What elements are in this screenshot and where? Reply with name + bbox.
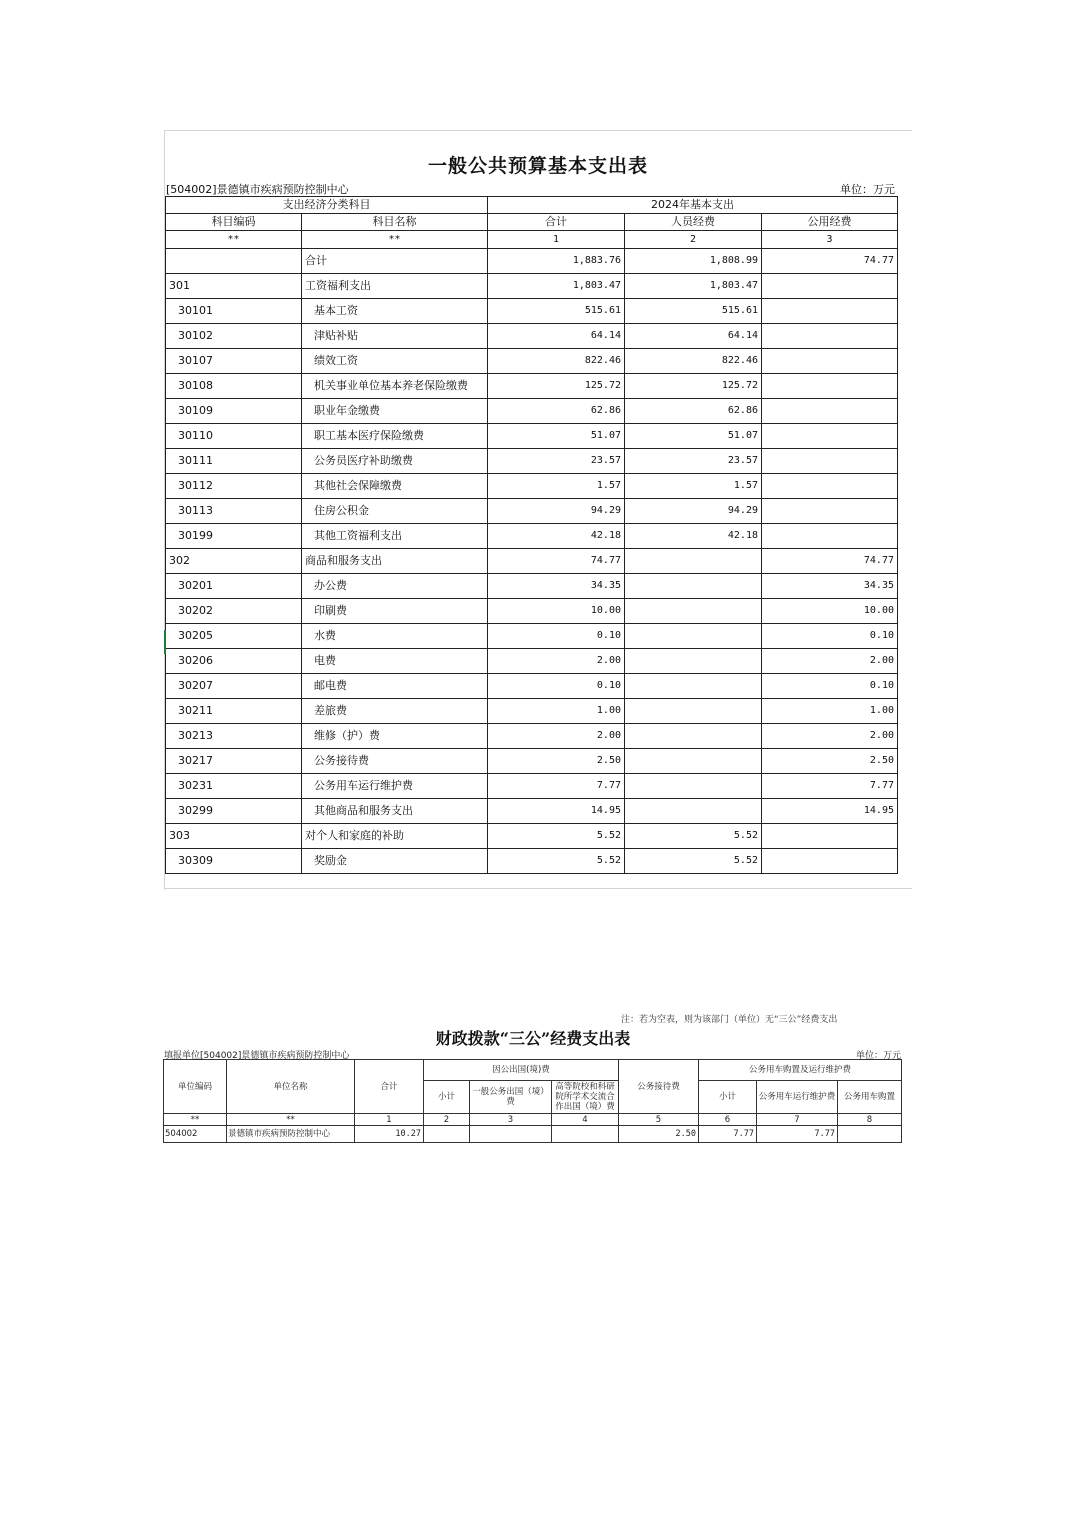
row-code: 30299 — [166, 799, 302, 824]
row-total: 10.00 — [488, 599, 625, 624]
t2-idx: 4 — [552, 1114, 619, 1126]
row-public: 2.00 — [762, 649, 898, 674]
row-name: 商品和服务支出 — [302, 549, 488, 574]
row-personnel — [625, 699, 762, 724]
col-header-name: 科目名称 — [302, 214, 488, 231]
row-name: 电费 — [302, 649, 488, 674]
row-public: 2.00 — [762, 724, 898, 749]
t2-h-total: 合计 — [355, 1060, 424, 1114]
row-code: 30108 — [166, 374, 302, 399]
row-public — [762, 274, 898, 299]
t2-total: 10.27 — [355, 1126, 424, 1143]
row-public: 14.95 — [762, 799, 898, 824]
row-personnel: 1.57 — [625, 474, 762, 499]
row-name: 公务员医疗补助缴费 — [302, 449, 488, 474]
row-code: 302 — [166, 549, 302, 574]
row-total: 5.52 — [488, 824, 625, 849]
row-total: 0.10 — [488, 624, 625, 649]
row-personnel: 515.61 — [625, 299, 762, 324]
table1-row — [166, 649, 898, 674]
row-code: 30111 — [166, 449, 302, 474]
row-code — [166, 249, 302, 274]
row-total: 1,803.47 — [488, 274, 625, 299]
row-public: 0.10 — [762, 674, 898, 699]
table1-row — [166, 524, 898, 549]
row-personnel: 5.52 — [625, 849, 762, 874]
index-3: 3 — [762, 231, 898, 249]
table1-row — [166, 249, 898, 274]
row-name: 津贴补贴 — [302, 324, 488, 349]
row-public: 34.35 — [762, 574, 898, 599]
t2-h-abroad: 因公出国(境)费 — [424, 1060, 619, 1081]
table1-row — [166, 599, 898, 624]
row-total: 51.07 — [488, 424, 625, 449]
t2-idx: 3 — [470, 1114, 552, 1126]
row-name: 职工基本医疗保险缴费 — [302, 424, 488, 449]
t2-idx: 7 — [757, 1114, 838, 1126]
cell-selection-marker — [164, 630, 166, 654]
table1-row — [166, 574, 898, 599]
table1-row — [166, 749, 898, 774]
table1-row — [166, 624, 898, 649]
row-public — [762, 849, 898, 874]
table1-unit: 单位：万元 — [840, 183, 895, 196]
row-name: 基本工资 — [302, 299, 488, 324]
row-name: 工资福利支出 — [302, 274, 488, 299]
table2-note: 注：若为空表，则为该部门（单位）无“三公”经费支出 — [621, 1015, 838, 1025]
table1-row — [166, 724, 898, 749]
row-code: 30101 — [166, 299, 302, 324]
row-code: 30211 — [166, 699, 302, 724]
sheet-border-top — [164, 130, 912, 131]
row-total: 1.57 — [488, 474, 625, 499]
row-total: 5.52 — [488, 849, 625, 874]
table2-title: 财政拨款“三公”经费支出表 — [435, 1029, 631, 1048]
row-total: 1,883.76 — [488, 249, 625, 274]
sheet-border-bottom — [164, 888, 912, 889]
row-name: 公务接待费 — [302, 749, 488, 774]
t2-h-vehicle-sub: 小计 — [699, 1081, 757, 1114]
row-code: 301 — [166, 274, 302, 299]
table1-title: 一般公共预算基本支出表 — [427, 155, 648, 177]
table2-header-row-1 — [164, 1060, 902, 1081]
row-total: 62.86 — [488, 399, 625, 424]
row-personnel — [625, 599, 762, 624]
index-code: ** — [166, 231, 302, 249]
row-personnel — [625, 799, 762, 824]
row-code: 30205 — [166, 624, 302, 649]
row-name: 其他社会保障缴费 — [302, 474, 488, 499]
row-personnel — [625, 549, 762, 574]
row-total: 2.00 — [488, 649, 625, 674]
row-public: 0.10 — [762, 624, 898, 649]
row-personnel: 42.18 — [625, 524, 762, 549]
row-name: 维修（护）费 — [302, 724, 488, 749]
t2-h-unit-code: 单位编码 — [164, 1060, 227, 1114]
t2-abroad-academic — [552, 1126, 619, 1143]
row-total: 34.35 — [488, 574, 625, 599]
row-name: 办公费 — [302, 574, 488, 599]
table1-row — [166, 699, 898, 724]
table2-data-row — [164, 1126, 902, 1143]
row-public: 74.77 — [762, 249, 898, 274]
basic-expenditure-sheet — [164, 130, 912, 890]
table1-row — [166, 674, 898, 699]
table1-group-header-left: 支出经济分类科目 — [166, 197, 488, 214]
table1-index-row — [166, 231, 898, 249]
row-name: 差旅费 — [302, 699, 488, 724]
row-public — [762, 474, 898, 499]
row-total: 2.00 — [488, 724, 625, 749]
row-code: 30201 — [166, 574, 302, 599]
col-header-code: 科目编码 — [166, 214, 302, 231]
row-personnel: 62.86 — [625, 399, 762, 424]
t2-h-abroad-general: 一般公务出国（境）费 — [470, 1081, 552, 1114]
row-personnel: 1,808.99 — [625, 249, 762, 274]
table1-row — [166, 399, 898, 424]
row-personnel — [625, 674, 762, 699]
row-personnel — [625, 624, 762, 649]
table2-unit: 单位：万元 — [855, 1051, 901, 1061]
row-name: 绩效工资 — [302, 349, 488, 374]
row-personnel — [625, 724, 762, 749]
t2-unit-name: 景德镇市疾病预防控制中心 — [227, 1126, 355, 1143]
row-code: 30202 — [166, 599, 302, 624]
row-name: 机关事业单位基本养老保险缴费 — [302, 374, 488, 399]
row-personnel — [625, 574, 762, 599]
col-header-total: 合计 — [488, 214, 625, 231]
row-public: 10.00 — [762, 599, 898, 624]
row-code: 30112 — [166, 474, 302, 499]
t2-idx: 6 — [699, 1114, 757, 1126]
table1-org: [504002]景德镇市疾病预防控制中心 — [166, 183, 349, 196]
row-code: 30109 — [166, 399, 302, 424]
index-name: ** — [302, 231, 488, 249]
t2-h-abroad-sub: 小计 — [424, 1081, 470, 1114]
row-code: 30107 — [166, 349, 302, 374]
row-code: 30213 — [166, 724, 302, 749]
table1-row — [166, 349, 898, 374]
row-personnel: 51.07 — [625, 424, 762, 449]
col-header-personnel: 人员经费 — [625, 214, 762, 231]
row-total: 64.14 — [488, 324, 625, 349]
row-total: 515.61 — [488, 299, 625, 324]
row-name: 水费 — [302, 624, 488, 649]
row-name: 其他商品和服务支出 — [302, 799, 488, 824]
row-code: 30231 — [166, 774, 302, 799]
row-total: 2.50 — [488, 749, 625, 774]
row-code: 30309 — [166, 849, 302, 874]
row-name: 其他工资福利支出 — [302, 524, 488, 549]
row-total: 7.77 — [488, 774, 625, 799]
table1-column-header-row — [166, 214, 898, 231]
table1-row — [166, 424, 898, 449]
t2-abroad-sub — [424, 1126, 470, 1143]
t2-idx: 2 — [424, 1114, 470, 1126]
index-1: 1 — [488, 231, 625, 249]
row-personnel: 23.57 — [625, 449, 762, 474]
t2-idx: 1 — [355, 1114, 424, 1126]
table1-body — [166, 249, 898, 874]
row-public — [762, 499, 898, 524]
basic-expenditure-table — [165, 196, 898, 874]
table1-row — [166, 499, 898, 524]
row-code: 303 — [166, 824, 302, 849]
row-public: 74.77 — [762, 549, 898, 574]
row-code: 30207 — [166, 674, 302, 699]
row-personnel: 64.14 — [625, 324, 762, 349]
t2-idx: ** — [227, 1114, 355, 1126]
row-code: 30206 — [166, 649, 302, 674]
t2-vehicle-buy — [838, 1126, 902, 1143]
row-public — [762, 399, 898, 424]
table1-row — [166, 849, 898, 874]
t2-h-reception: 公务接待费 — [619, 1060, 699, 1114]
row-public — [762, 299, 898, 324]
row-public — [762, 424, 898, 449]
row-total: 822.46 — [488, 349, 625, 374]
row-personnel — [625, 774, 762, 799]
row-name: 印刷费 — [302, 599, 488, 624]
row-name: 对个人和家庭的补助 — [302, 824, 488, 849]
table1-row — [166, 299, 898, 324]
t2-vehicle-run: 7.77 — [757, 1126, 838, 1143]
row-public — [762, 349, 898, 374]
t2-vehicle-sub: 7.77 — [699, 1126, 757, 1143]
three-public-expenses-sheet — [163, 1010, 903, 1160]
row-public: 2.50 — [762, 749, 898, 774]
row-personnel: 94.29 — [625, 499, 762, 524]
table1-row — [166, 774, 898, 799]
row-total: 74.77 — [488, 549, 625, 574]
t2-h-abroad-academic: 高等院校和科研院所学术交流合作出国（境）费 — [552, 1081, 619, 1114]
t2-reception: 2.50 — [619, 1126, 699, 1143]
row-name: 合计 — [302, 249, 488, 274]
three-public-expenses-table — [163, 1059, 902, 1143]
row-public: 7.77 — [762, 774, 898, 799]
t2-unit-code: 504002 — [164, 1126, 227, 1143]
table1-row — [166, 824, 898, 849]
row-name: 奖励金 — [302, 849, 488, 874]
row-name: 住房公积金 — [302, 499, 488, 524]
table1-row — [166, 374, 898, 399]
index-2: 2 — [625, 231, 762, 249]
row-public — [762, 374, 898, 399]
row-total: 23.57 — [488, 449, 625, 474]
row-public — [762, 824, 898, 849]
table1-row — [166, 449, 898, 474]
t2-h-vehicle: 公务用车购置及运行维护费 — [699, 1060, 902, 1081]
row-total: 0.10 — [488, 674, 625, 699]
t2-abroad-general — [470, 1126, 552, 1143]
row-code: 30217 — [166, 749, 302, 774]
col-header-public: 公用经费 — [762, 214, 898, 231]
row-personnel — [625, 649, 762, 674]
row-total: 1.00 — [488, 699, 625, 724]
row-public — [762, 324, 898, 349]
table1-row — [166, 549, 898, 574]
t2-h-vehicle-run: 公务用车运行维护费 — [757, 1081, 838, 1114]
t2-idx: 5 — [619, 1114, 699, 1126]
table2-org: 填报单位[504002]景德镇市疾病预防控制中心 — [164, 1051, 350, 1061]
t2-idx: ** — [164, 1114, 227, 1126]
t2-idx: 8 — [838, 1114, 902, 1126]
t2-h-unit-name: 单位名称 — [227, 1060, 355, 1114]
table1-row — [166, 324, 898, 349]
row-name: 职业年金缴费 — [302, 399, 488, 424]
row-code: 30110 — [166, 424, 302, 449]
table1-group-header-right: 2024年基本支出 — [488, 197, 898, 214]
table1-group-header-row — [166, 197, 898, 214]
row-total: 14.95 — [488, 799, 625, 824]
row-code: 30102 — [166, 324, 302, 349]
table1-row — [166, 474, 898, 499]
row-total: 125.72 — [488, 374, 625, 399]
row-public — [762, 449, 898, 474]
row-total: 42.18 — [488, 524, 625, 549]
table1-row — [166, 274, 898, 299]
row-personnel — [625, 749, 762, 774]
row-total: 94.29 — [488, 499, 625, 524]
row-code: 30199 — [166, 524, 302, 549]
row-name: 邮电费 — [302, 674, 488, 699]
row-public — [762, 524, 898, 549]
table2-index-row — [164, 1114, 902, 1126]
table1-row — [166, 799, 898, 824]
row-personnel: 1,803.47 — [625, 274, 762, 299]
row-public: 1.00 — [762, 699, 898, 724]
t2-h-vehicle-buy: 公务用车购置 — [838, 1081, 902, 1114]
row-name: 公务用车运行维护费 — [302, 774, 488, 799]
row-personnel: 125.72 — [625, 374, 762, 399]
row-code: 30113 — [166, 499, 302, 524]
row-personnel: 5.52 — [625, 824, 762, 849]
row-personnel: 822.46 — [625, 349, 762, 374]
